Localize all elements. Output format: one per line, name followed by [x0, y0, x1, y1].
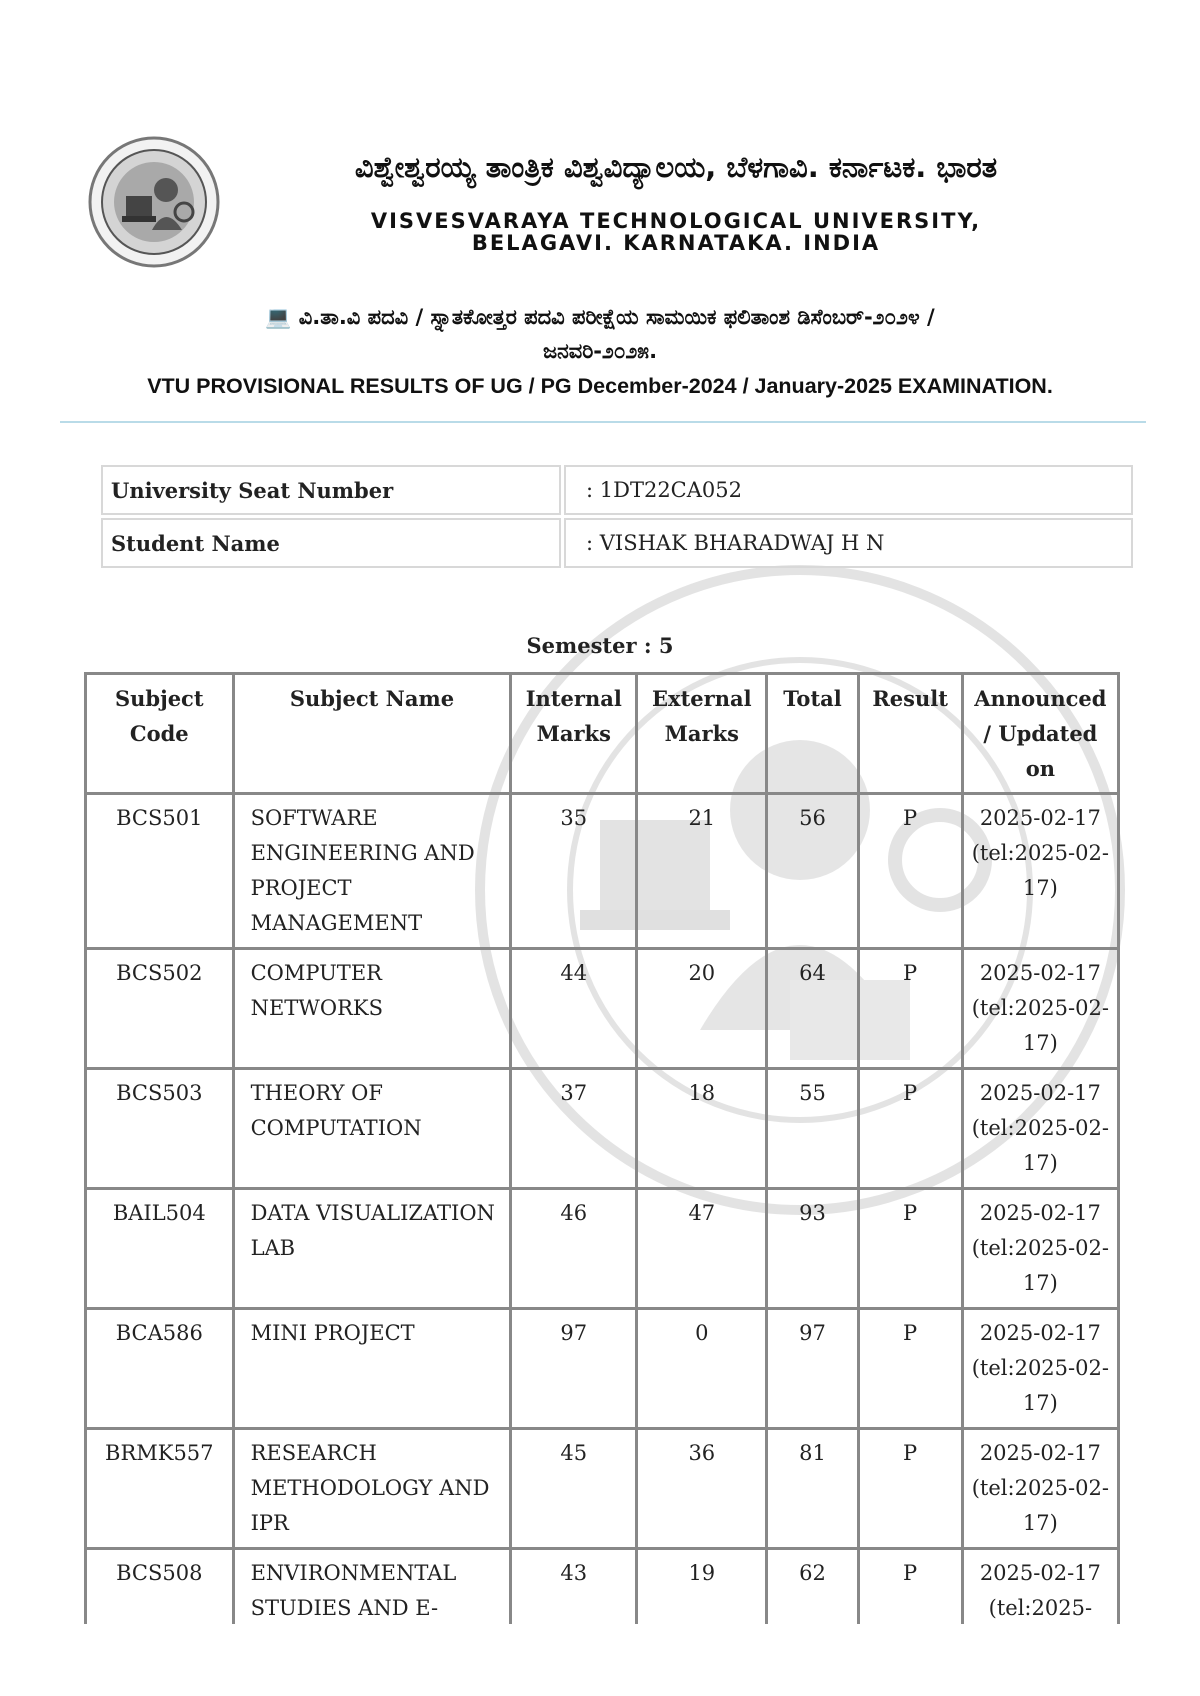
- student-name-row: [101, 518, 1133, 568]
- subject-code: BCA586: [86, 1309, 234, 1429]
- table-row: [86, 949, 1119, 1069]
- result: P: [858, 1309, 962, 1429]
- external-marks: 19: [637, 1549, 767, 1625]
- exam-title-kannada-line1: 💻 ವಿ.ತಾ.ವಿ ಪದವಿ / ಸ್ನಾತಕೋತ್ತರ ಪದವಿ ಪರೀಕ್ಷೆಯ ಸಾಮಯಿಕ ಫಲಿತಾಂಶ ಡಿಸೆಂಬರ್-೨೦೨೪ /: [265, 305, 935, 329]
- result: P: [858, 1549, 962, 1625]
- internal-marks: 46: [511, 1189, 637, 1309]
- external-marks: 18: [637, 1069, 767, 1189]
- internal-marks: 44: [511, 949, 637, 1069]
- result: P: [858, 1429, 962, 1549]
- total-marks: 62: [767, 1549, 858, 1625]
- table-row: [86, 1429, 1119, 1549]
- header-subject-code: Subject Code: [86, 674, 234, 794]
- table-row: [86, 1189, 1119, 1309]
- usn-row: [101, 465, 1133, 515]
- university-name-line1: VISVESVARAYA TECHNOLOGICAL UNIVERSITY,: [370, 209, 982, 233]
- header-divider: [60, 421, 1146, 423]
- university-seal-logo: [86, 134, 222, 270]
- internal-marks: 35: [511, 794, 637, 949]
- header-result: Result: [858, 674, 962, 794]
- results-table: [84, 672, 1120, 1624]
- internal-marks: 37: [511, 1069, 637, 1189]
- announced-date: 2025-02-17 (tel:2025-02-17): [962, 1189, 1118, 1309]
- university-name-line2: BELAGAVI. KARNATAKA. INDIA: [471, 231, 881, 255]
- subject-code: BCS503: [86, 1069, 234, 1189]
- student-name-label: Student Name: [101, 518, 561, 568]
- header-internal-marks: Internal Marks: [511, 674, 637, 794]
- header-external-marks: External Marks: [637, 674, 767, 794]
- table-row: [86, 1549, 1119, 1625]
- result: P: [858, 1189, 962, 1309]
- external-marks: 36: [637, 1429, 767, 1549]
- subject-name: DATA VISUALIZATION LAB: [233, 1189, 511, 1309]
- university-name-english: [246, 210, 1106, 254]
- usn-value: : 1DT22CA052: [564, 465, 1133, 515]
- subject-name: RESEARCH METHODOLOGY AND IPR: [233, 1429, 511, 1549]
- external-marks: 20: [637, 949, 767, 1069]
- subject-name: MINI PROJECT: [233, 1309, 511, 1429]
- total-marks: 97: [767, 1309, 858, 1429]
- result: P: [858, 949, 962, 1069]
- external-marks: 21: [637, 794, 767, 949]
- exam-title-english: VTU PROVISIONAL RESULTS OF UG / PG December-2024 / January-2025 EXAMINATION.: [147, 374, 1053, 398]
- total-marks: 81: [767, 1429, 858, 1549]
- total-marks: 64: [767, 949, 858, 1069]
- announced-date: 2025-02-17 (tel:2025-02-17): [962, 794, 1118, 949]
- announced-date: 2025-02-17 (tel:2025-02-17): [962, 1069, 1118, 1189]
- total-marks: 56: [767, 794, 858, 949]
- subject-name: COMPUTER NETWORKS: [233, 949, 511, 1069]
- header-announced-on: Announced / Updated on: [962, 674, 1118, 794]
- student-info-table: [98, 462, 1136, 571]
- header-subject-name: Subject Name: [233, 674, 511, 794]
- internal-marks: 45: [511, 1429, 637, 1549]
- subject-name: THEORY OF COMPUTATION: [233, 1069, 511, 1189]
- internal-marks: 43: [511, 1549, 637, 1625]
- total-marks: 55: [767, 1069, 858, 1189]
- internal-marks: 97: [511, 1309, 637, 1429]
- external-marks: 47: [637, 1189, 767, 1309]
- exam-title-kannada-line2: ಜನವರಿ-೨೦೨೫.: [542, 339, 658, 363]
- table-row: [86, 1309, 1119, 1429]
- university-name-kannada: ವಿಶ್ವೇಶ್ವರಯ್ಯ ತಾಂತ್ರಿಕ ವಿಶ್ವವಿದ್ಯಾಲಯ, ಬೆಳಗಾವಿ. ಕರ್ನಾಟಕ. ಭಾರತ: [354, 150, 998, 184]
- result: P: [858, 794, 962, 949]
- subject-name: SOFTWARE ENGINEERING AND PROJECT MANAGEMENT: [233, 794, 511, 949]
- subject-code: BRMK557: [86, 1429, 234, 1549]
- external-marks: 0: [637, 1309, 767, 1429]
- result: P: [858, 1069, 962, 1189]
- usn-label: University Seat Number: [101, 465, 561, 515]
- results-table-container: [84, 672, 1124, 1624]
- page-header: [86, 130, 1046, 280]
- subject-code: BCS502: [86, 949, 234, 1069]
- results-header-row: [86, 674, 1119, 794]
- table-row: [86, 1069, 1119, 1189]
- subject-code: BCS501: [86, 794, 234, 949]
- announced-date: 2025-02-17 (tel:2025-02-17): [962, 1309, 1118, 1429]
- announced-date: 2025-02-17 (tel:2025-: [962, 1549, 1118, 1625]
- header-total: Total: [767, 674, 858, 794]
- subject-code: BCS508: [86, 1549, 234, 1625]
- student-name-value: : VISHAK BHARADWAJ H N: [564, 518, 1133, 568]
- announced-date: 2025-02-17 (tel:2025-02-17): [962, 1429, 1118, 1549]
- total-marks: 93: [767, 1189, 858, 1309]
- semester-label: Semester : 5: [526, 633, 674, 658]
- announced-date: 2025-02-17 (tel:2025-02-17): [962, 949, 1118, 1069]
- subject-code: BAIL504: [86, 1189, 234, 1309]
- table-row: [86, 794, 1119, 949]
- subject-name: ENVIRONMENTAL STUDIES AND E-: [233, 1549, 511, 1625]
